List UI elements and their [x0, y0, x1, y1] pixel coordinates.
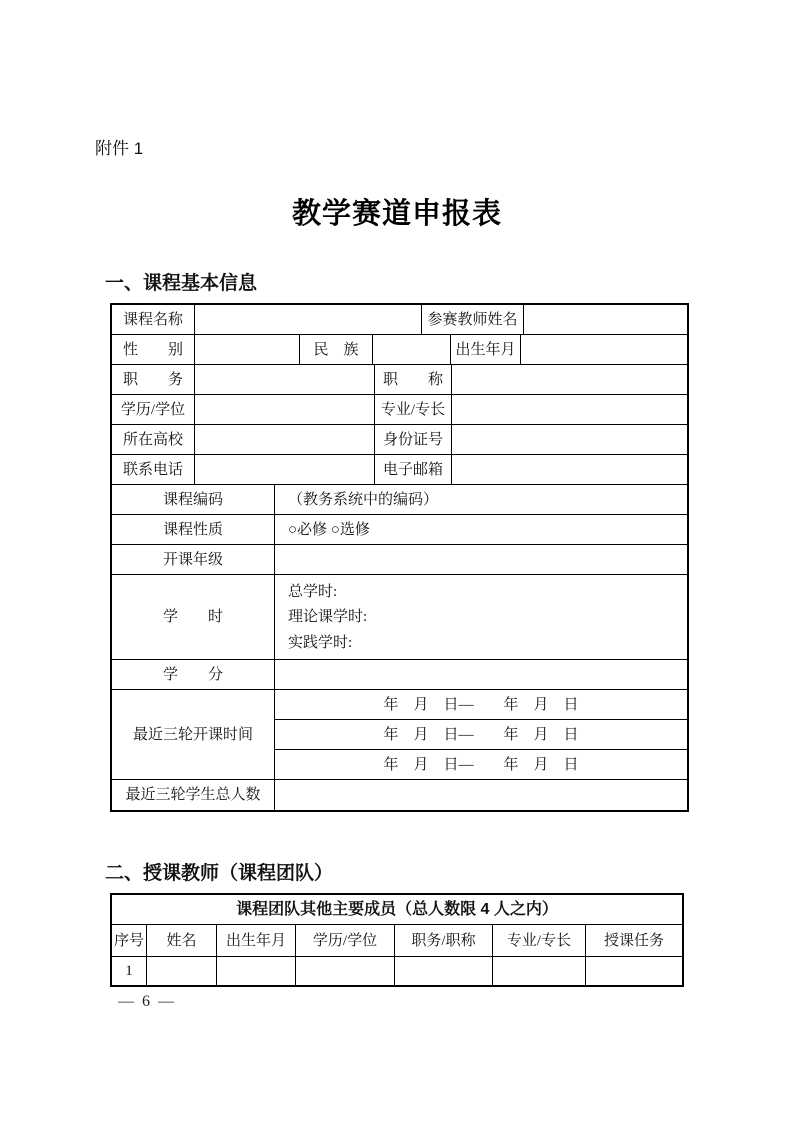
col-major-specialty-input[interactable] [493, 957, 586, 985]
course-code-label: 课程编码 [112, 485, 275, 514]
credits-label: 学 分 [112, 660, 275, 689]
contest-teacher-name-label: 参赛教师姓名 [422, 305, 524, 334]
total-hours-line: 总学时: [288, 583, 338, 600]
ethnicity-input[interactable] [373, 335, 451, 364]
col-name-input[interactable] [147, 957, 217, 985]
birth-date-input[interactable] [521, 335, 687, 364]
col-teaching-task: 授课任务 [603, 932, 664, 949]
table-row [112, 335, 687, 365]
gender-input[interactable] [195, 335, 300, 364]
grade-label: 开课年级 [112, 545, 275, 574]
course-name-label: 课程名称 [112, 305, 195, 334]
team-table-header-row [112, 895, 682, 925]
col-education-degree-input[interactable] [296, 957, 395, 985]
attachment-label: 附件 1 [95, 139, 144, 158]
education-degree-label: 学历/学位 [112, 395, 195, 424]
table-row [112, 780, 687, 810]
course-name-input[interactable] [195, 305, 422, 334]
table-row [112, 660, 687, 690]
col-position-title: 职务/职称 [395, 925, 493, 956]
col-major-specialty: 专业/专长 [493, 925, 586, 956]
practice-hours-line: 实践学时: [288, 634, 353, 651]
table-row [112, 425, 687, 455]
position-input[interactable] [195, 365, 375, 394]
university-label: 所在高校 [112, 425, 195, 454]
col-birth-date: 出生年月 [217, 925, 296, 956]
email-input[interactable] [452, 455, 687, 484]
contest-teacher-name-input[interactable] [524, 305, 687, 334]
table-row [112, 690, 687, 780]
team-table-title: 课程团队其他主要成员（总人数限 4 人之内） [236, 900, 558, 918]
class-hours-label: 学 时 [112, 575, 275, 659]
id-number-label: 身份证号 [375, 425, 452, 454]
table-row [112, 395, 687, 425]
course-time-row-1[interactable]: 年 月 日— 年 月 日 [275, 690, 687, 720]
theory-hours-line: 理论课学时: [288, 609, 368, 625]
email-label: 电子邮箱 [375, 455, 452, 484]
major-specialty-label: 专业/专长 [375, 395, 452, 424]
grade-input[interactable] [275, 545, 687, 574]
table-row [112, 515, 687, 545]
university-input[interactable] [195, 425, 375, 454]
course-nature-label: 课程性质 [112, 515, 275, 544]
recent-rounds-time-inputs[interactable] [275, 690, 687, 779]
professional-title-input[interactable] [452, 365, 687, 394]
major-specialty-input[interactable] [452, 395, 687, 424]
recent-rounds-time-label: 最近三轮开课时间 [112, 690, 275, 779]
position-label: 职 务 [112, 365, 195, 394]
serial-cell: 1 [112, 957, 147, 985]
team-member-row-1 [112, 957, 682, 985]
table-row [112, 455, 687, 485]
gender-label: 性 别 [112, 335, 195, 364]
education-degree-input[interactable] [195, 395, 375, 424]
course-info-table [110, 303, 689, 812]
table-row [112, 365, 687, 395]
course-time-row-2[interactable]: 年 月 日— 年 月 日 [275, 720, 687, 750]
recent-rounds-students-input[interactable] [275, 780, 687, 810]
section1-heading: 一、课程基本信息 [105, 273, 258, 294]
document-title: 教学赛道申报表 [291, 198, 502, 230]
section2-heading: 二、授课教师（课程团队） [105, 863, 334, 884]
table-row [112, 575, 687, 660]
table-row [112, 545, 687, 575]
page-number: — 6 — [118, 993, 176, 1010]
phone-label: 联系电话 [112, 455, 195, 484]
id-number-input[interactable] [452, 425, 687, 454]
ethnicity-label: 民 族 [300, 335, 373, 364]
team-table-column-header-row [112, 925, 682, 957]
professional-title-label: 职 称 [375, 365, 452, 394]
table-row [112, 305, 687, 335]
phone-input[interactable] [195, 455, 375, 484]
credits-input[interactable] [275, 660, 687, 689]
class-hours-input[interactable] [275, 575, 687, 659]
col-teaching-task-input[interactable] [586, 957, 682, 985]
birth-date-label: 出生年月 [451, 335, 521, 364]
recent-rounds-students-label: 最近三轮学生总人数 [112, 780, 275, 810]
course-code-input[interactable]: （教务系统中的编码） [288, 491, 439, 508]
course-nature-options[interactable]: ○必修 ○选修 [288, 521, 370, 538]
col-serial: 序号 [112, 925, 147, 956]
col-name: 姓名 [147, 925, 217, 956]
course-time-row-3[interactable]: 年 月 日— 年 月 日 [383, 756, 579, 773]
col-education-degree: 学历/学位 [296, 925, 395, 956]
table-row [112, 485, 687, 515]
team-table [110, 893, 684, 987]
col-position-title-input[interactable] [395, 957, 493, 985]
col-birth-date-input[interactable] [217, 957, 296, 985]
